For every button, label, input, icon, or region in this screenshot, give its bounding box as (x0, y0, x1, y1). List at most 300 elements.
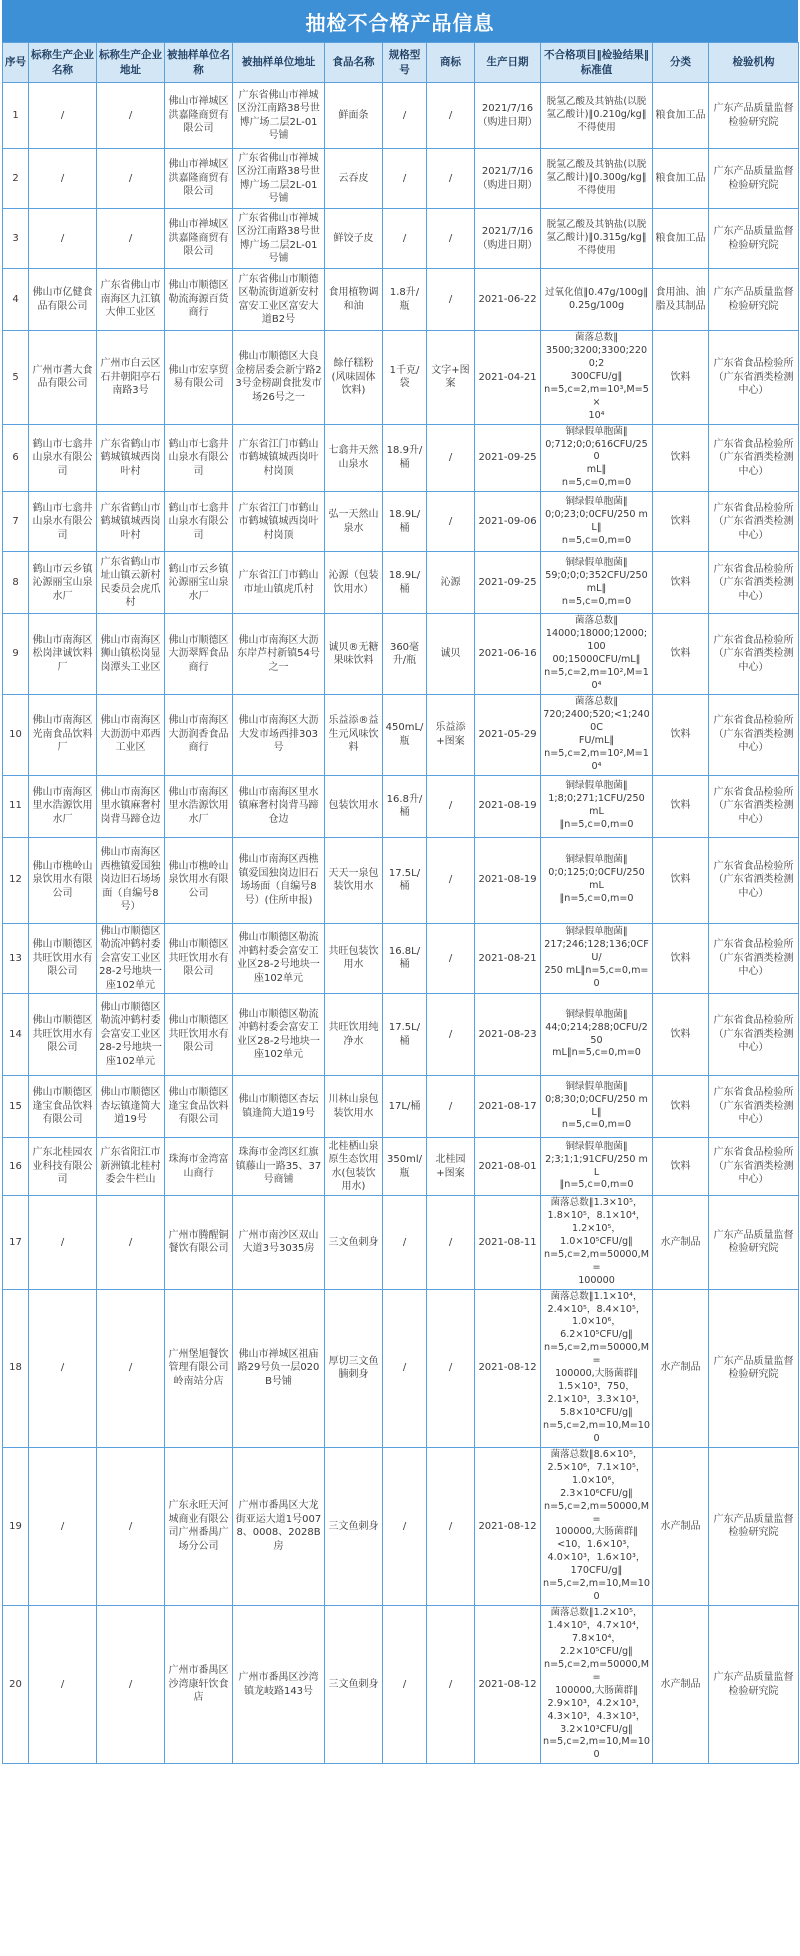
cell-brand: / (427, 923, 475, 994)
cell-manufacturer-address: / (97, 149, 165, 209)
cell-brand: / (427, 83, 475, 149)
result-line: 0;0;23;0;0CFU/250 mL‖ (545, 508, 648, 533)
cell-row-number: 10 (3, 694, 29, 775)
result-line: 铜绿假单胞菌‖ (565, 854, 628, 866)
cell-sampled-unit-address: 广东省佛山市顺德区勒流街道新安村富安工业区富安大道B2号 (233, 269, 325, 331)
cell-category: 粮食加工品 (653, 83, 709, 149)
cell-brand: / (427, 1196, 475, 1290)
cell-testing-lab: 广东产品质量监督检验研究院 (709, 1196, 799, 1290)
result-line: 铜绿假单胞菌‖ (565, 1140, 628, 1152)
result-line: 3500;3200;3300;2200;2 (545, 344, 648, 369)
cell-sampled-unit-name: 广州市腾醒铜餐饮有限公司 (165, 1196, 233, 1290)
cell-spec: 450mL/瓶 (383, 694, 427, 775)
result-line: 铜绿假单胞菌‖ (565, 556, 628, 568)
result-line: 2.1×10³，3.3×10³， (547, 1394, 646, 1406)
cell-sampled-unit-address: 珠海市金湾区红旗镇藤山一路35、37号商铺 (233, 1138, 325, 1196)
cell-sampled-unit-name: 佛山市禅城区洪嘉隆商贸有限公司 (165, 209, 233, 269)
cell-row-number: 20 (3, 1606, 29, 1764)
cell-production-date: 2021-08-12 (475, 1606, 541, 1764)
cell-manufacturer-address: / (97, 1606, 165, 1764)
cell-food-name: 共旺饮用纯净水 (325, 994, 383, 1076)
cell-production-date: 2021-08-11 (475, 1196, 541, 1290)
cell-food-name: 北桂栖山泉原生态饮用水(包装饮用水) (325, 1138, 383, 1196)
cell-sampled-unit-address: 广州市南沙区双山大道3号3035房 (233, 1196, 325, 1290)
cell-manufacturer-name: 佛山市樵岭山泉饮用水有限公司 (29, 837, 97, 923)
cell-category: 饮料 (653, 1138, 709, 1196)
cell-test-result (541, 331, 653, 425)
result-line: 菌落总数‖1.1×10⁴， (550, 1290, 643, 1302)
cell-category: 饮料 (653, 552, 709, 614)
cell-food-name: 鲜饺子皮 (325, 209, 383, 269)
cell-spec: 17L/桶 (383, 1076, 427, 1138)
cell-sampled-unit-address: 佛山市顺德区勒流冲鹤村委会富安工业区28-2号地块一座102单元 (233, 994, 325, 1076)
cell-brand: / (427, 209, 475, 269)
cell-sampled-unit-address: 广东省江门市鹤山市鹤城镇城西岗叶村岗顶 (233, 424, 325, 492)
cell-food-name: 共旺包装饮用水 (325, 923, 383, 994)
cell-testing-lab: 广东产品质量监督检验研究院 (709, 149, 799, 209)
cell-row-number: 14 (3, 994, 29, 1076)
page-title: 抽检不合格产品信息 (2, 0, 798, 42)
cell-production-date: 2021-08-01 (475, 1138, 541, 1196)
result-line: n=5,c=2,m=10²,M=10⁴ (544, 747, 649, 772)
result-line: 4.3×10³，4.3×10³， (547, 1710, 646, 1722)
table-row (3, 492, 799, 552)
cell-sampled-unit-address: 佛山市顺德区杏坛镇逢简大道19号 (233, 1076, 325, 1138)
result-line: n=5,c=2,m=50000,M= (544, 1248, 649, 1273)
table-row (3, 269, 799, 331)
cell-manufacturer-name: 佛山市亿健食品有限公司 (29, 269, 97, 331)
cell-brand: / (427, 1076, 475, 1138)
cell-sampled-unit-name: 佛山市顺德区勒流海源百货商行 (165, 269, 233, 331)
result-line: 菌落总数‖ (574, 695, 619, 707)
table-header-row (3, 43, 799, 83)
cell-food-name: 天天一泉包装饮用水 (325, 837, 383, 923)
cell-manufacturer-name: 佛山市南海区光南食品饮料厂 (29, 694, 97, 775)
cell-test-result (541, 1196, 653, 1290)
result-line: 铜绿假单胞菌‖ (565, 780, 628, 792)
cell-sampled-unit-address: 佛山市南海区西樵镇爱国独岗边旧石场场面（自编号8号）(住所申报) (233, 837, 325, 923)
cell-food-name: 七翕井天然山泉水 (325, 424, 383, 492)
table-row (3, 552, 799, 614)
cell-row-number: 7 (3, 492, 29, 552)
result-line: n=5,c=2,m=10,M=100 (543, 1578, 650, 1603)
cell-spec: 17.5L/桶 (383, 837, 427, 923)
cell-sampled-unit-name: 佛山市南海区里水浩源饮用水厂 (165, 775, 233, 837)
table-row (3, 837, 799, 923)
cell-sampled-unit-name: 佛山市宏享贸易有限公司 (165, 331, 233, 425)
cell-testing-lab: 广东省食品检验所（广东省酒类检测中心） (709, 552, 799, 614)
cell-test-result (541, 1606, 653, 1764)
cell-test-result (541, 552, 653, 614)
column-header-food-name: 食品名称 (325, 43, 383, 83)
cell-production-date: 2021-08-21 (475, 923, 541, 994)
column-header-brand: 商标 (427, 43, 475, 83)
cell-test-result (541, 694, 653, 775)
cell-manufacturer-address: 广东省鹤山市鹤城镇城西岗叶村 (97, 492, 165, 552)
result-line: n=5,c=0,m=0 (561, 595, 632, 607)
cell-row-number: 18 (3, 1289, 29, 1447)
table-row (3, 1138, 799, 1196)
result-line: 1;8;0;271;1CFU/250 mL (548, 793, 645, 817)
cell-row-number: 8 (3, 552, 29, 614)
table-row (3, 994, 799, 1076)
cell-category: 水产制品 (653, 1606, 709, 1764)
cell-manufacturer-address: 佛山市顺德区勒流冲鹤村委会富安工业区28-2号地块一座102单元 (97, 923, 165, 994)
cell-manufacturer-name: / (29, 83, 97, 149)
cell-food-name: 云吞皮 (325, 149, 383, 209)
cell-spec: / (383, 1606, 427, 1764)
result-line: 铜绿假单胞菌‖ (565, 495, 628, 507)
cell-spec: 18.9L/桶 (383, 492, 427, 552)
result-line: 3.2×10³CFU/g‖ (560, 1723, 633, 1735)
result-line: 1.0×10⁵CFU/g‖ (560, 1235, 633, 1247)
result-line: 2.9×10³，4.2×10³， (547, 1697, 646, 1709)
cell-manufacturer-name: 鹤山市云乡镇沁源丽宝山泉水厂 (29, 552, 97, 614)
cell-brand: / (427, 492, 475, 552)
cell-brand: / (427, 837, 475, 923)
cell-testing-lab: 广东省食品检验所（广东省酒类检测中心） (709, 694, 799, 775)
result-line: 44;0;214;288;0CFU/250 (545, 1021, 648, 1046)
result-line: mL‖n=5,c=0,m=0 (552, 1047, 641, 1059)
table-row (3, 1289, 799, 1447)
cell-food-name: 三文鱼刺身 (325, 1606, 383, 1764)
cell-sampled-unit-name: 广东永旺天河城商业有限公司广州番禺广场分公司 (165, 1447, 233, 1605)
result-line: ‖n=5,c=0,m=0 (559, 892, 634, 904)
cell-test-result (541, 149, 653, 209)
result-line: 170CFU/g‖ (570, 1565, 623, 1577)
cell-category: 饮料 (653, 837, 709, 923)
column-header-spec: 规格型号 (383, 43, 427, 83)
cell-production-date: 2021-04-21 (475, 331, 541, 425)
cell-testing-lab: 广东产品质量监督检验研究院 (709, 1447, 799, 1605)
result-line: 5.8×10³CFU/g‖ (560, 1407, 633, 1418)
cell-category: 水产制品 (653, 1196, 709, 1290)
column-header-test-result: 不合格项目‖检验结果‖标准值 (541, 43, 653, 83)
cell-food-name: 川林山泉包装饮用水 (325, 1076, 383, 1138)
cell-sampled-unit-address: 佛山市南海区大沥东岸芦村新镇54号之一 (233, 614, 325, 695)
cell-manufacturer-address: / (97, 83, 165, 149)
cell-manufacturer-address: 佛山市南海区里水镇麻奢村岗背马蹄仓边 (97, 775, 165, 837)
cell-sampled-unit-address: 佛山市顺德区大良金榜居委会新宁路23号金榜副食批发市场26号之一 (233, 331, 325, 425)
result-line: 1.4×10⁵，4.7×10⁴， (547, 1620, 646, 1631)
cell-manufacturer-name: 鹤山市七翕井山泉水有限公司 (29, 492, 97, 552)
cell-brand: / (427, 994, 475, 1076)
cell-sampled-unit-name: 佛山市樵岭山泉饮用水有限公司 (165, 837, 233, 923)
result-line: 0;8;30;0;0CFU/250 mL‖ (545, 1093, 648, 1118)
cell-manufacturer-name: / (29, 1196, 97, 1290)
cell-category: 饮料 (653, 424, 709, 492)
cell-manufacturer-name: / (29, 1289, 97, 1447)
cell-manufacturer-name: 鹤山市七翕井山泉水有限公司 (29, 424, 97, 492)
cell-production-date: 2021-08-23 (475, 994, 541, 1076)
table-row (3, 614, 799, 695)
cell-manufacturer-address: 广东省鹤山市址山镇云新村民委员会虎爪村 (97, 552, 165, 614)
cell-spec: 360毫升/瓶 (383, 614, 427, 695)
result-line: 菌落总数‖1.3×10⁵， (550, 1197, 643, 1208)
result-line: n=5,c=2,m=50000,M= (544, 1658, 649, 1683)
result-line: n=5,c=2,m=10,M=100 (543, 1419, 650, 1444)
cell-testing-lab: 广东省食品检验所（广东省酒类检测中心） (709, 994, 799, 1076)
result-line: 铜绿假单胞菌‖ (565, 925, 628, 937)
result-line: 4.0×10³，1.6×10³， (547, 1552, 646, 1564)
cell-sampled-unit-address: 广东省江门市鹤山市鹤城镇城西岗叶村岗顶 (233, 492, 325, 552)
cell-test-result (541, 923, 653, 994)
result-line: 00;15000CFU/mL‖ (552, 654, 641, 666)
cell-category: 饮料 (653, 923, 709, 994)
result-line: 菌落总数‖ (574, 615, 619, 627)
result-line: 1.0×10⁶， (572, 1474, 621, 1486)
cell-sampled-unit-address: 广东省江门市鹤山市址山镇虎爪村 (233, 552, 325, 614)
result-line: <10，1.6×10³， (557, 1539, 636, 1551)
table-row (3, 331, 799, 425)
cell-row-number: 2 (3, 149, 29, 209)
table-row (3, 83, 799, 149)
cell-test-result (541, 837, 653, 923)
result-line: 铜绿假单胞菌‖ (565, 1080, 628, 1092)
cell-spec: 1千克/袋 (383, 331, 427, 425)
result-line: 铜绿假单胞菌‖ (565, 1008, 628, 1020)
cell-category: 饮料 (653, 492, 709, 552)
cell-testing-lab: 广东产品质量监督检验研究院 (709, 1289, 799, 1447)
cell-sampled-unit-address: 佛山市顺德区勒流冲鹤村委会富安工业区28-2号地块一座102单元 (233, 923, 325, 994)
cell-testing-lab: 广东省食品检验所（广东省酒类检测中心） (709, 837, 799, 923)
result-line: ‖n=5,c=0,m=0 (559, 1179, 634, 1191)
cell-manufacturer-address: 佛山市顺德区勒流冲鹤村委会富安工业区28-2号地块一座102单元 (97, 994, 165, 1076)
result-line: 0;712;0;0;616CFU/250 (545, 438, 648, 463)
cell-sampled-unit-address: 佛山市禅城区祖庙路29号负一层020B号铺 (233, 1289, 325, 1447)
cell-food-name: 包装饮用水 (325, 775, 383, 837)
cell-row-number: 4 (3, 269, 29, 331)
cell-sampled-unit-name: 佛山市禅城区洪嘉隆商贸有限公司 (165, 83, 233, 149)
cell-test-result (541, 269, 653, 331)
cell-row-number: 6 (3, 424, 29, 492)
result-line: 2.4×10⁵，8.4×10⁵， (547, 1303, 646, 1315)
cell-row-number: 19 (3, 1447, 29, 1605)
result-line: 脱氢乙酸及其钠盐(以脱氢乙酸计)‖0.315g/kg‖不得使用 (546, 219, 647, 256)
cell-brand: / (427, 149, 475, 209)
cell-spec: 350ml/瓶 (383, 1138, 427, 1196)
table-row (3, 209, 799, 269)
result-line: n=5,c=2,m=10³,M=5× (544, 383, 649, 408)
result-line: 铜绿假单胞菌‖ (565, 425, 628, 437)
cell-test-result (541, 1447, 653, 1605)
cell-category: 粮食加工品 (653, 209, 709, 269)
cell-spec: / (383, 83, 427, 149)
result-line: 1.0×10⁶， (572, 1316, 621, 1328)
column-header-manufacturer-address: 标称生产企业地址 (97, 43, 165, 83)
cell-testing-lab: 广东省食品检验所（广东省酒类检测中心） (709, 331, 799, 425)
cell-sampled-unit-address: 广东省佛山市禅城区汾江南路38号世博广场二层2L-01号铺 (233, 149, 325, 209)
table-row (3, 1447, 799, 1605)
table-row (3, 424, 799, 492)
cell-category: 饮料 (653, 994, 709, 1076)
result-line: n=5,c=0,m=0 (561, 477, 632, 489)
result-line: 0;0;125;0;0CFU/250 mL (548, 867, 645, 891)
cell-row-number: 15 (3, 1076, 29, 1138)
cell-testing-lab: 广东省食品检验所（广东省酒类检测中心） (709, 614, 799, 695)
cell-row-number: 1 (3, 83, 29, 149)
cell-testing-lab: 广东产品质量监督检验研究院 (709, 1606, 799, 1764)
cell-category: 饮料 (653, 331, 709, 425)
column-header-row-number: 序号 (3, 43, 29, 83)
result-line: 2.5×10⁶，7.1×10⁵， (547, 1461, 646, 1473)
cell-category: 饮料 (653, 614, 709, 695)
cell-brand: 诚贝 (427, 614, 475, 695)
cell-test-result (541, 614, 653, 695)
table-row (3, 149, 799, 209)
cell-sampled-unit-name: 珠海市金湾富山商行 (165, 1138, 233, 1196)
result-line: 脱氢乙酸及其钠盐(以脱氢乙酸计)‖0.300g/kg‖不得使用 (546, 159, 647, 196)
cell-sampled-unit-address: 广州市番禺区沙湾镇龙岐路143号 (233, 1606, 325, 1764)
cell-test-result (541, 1289, 653, 1447)
cell-testing-lab: 广东产品质量监督检验研究院 (709, 209, 799, 269)
cell-row-number: 9 (3, 614, 29, 695)
result-line: 1.8×10⁵，8.1×10⁴， (547, 1209, 646, 1221)
cell-manufacturer-name: 广东北桂园农业科技有限公司 (29, 1138, 97, 1196)
cell-sampled-unit-name: 佛山市顺德区共旺饮用水有限公司 (165, 994, 233, 1076)
cell-manufacturer-name: 佛山市南海区松岗津诚饮料厂 (29, 614, 97, 695)
result-line: 脱氢乙酸及其钠盐(以脱氢乙酸计)‖0.210g/kg‖不得使用 (546, 96, 647, 133)
cell-spec: / (383, 149, 427, 209)
result-line: 7.8×10⁴， (572, 1632, 621, 1644)
cell-test-result (541, 492, 653, 552)
column-header-sampled-unit-address: 被抽样单位地址 (233, 43, 325, 83)
result-line: 2.3×10⁶CFU/g‖ (560, 1487, 633, 1499)
table-row (3, 1606, 799, 1764)
cell-production-date: 2021-05-29 (475, 694, 541, 775)
cell-food-name: 三文鱼刺身 (325, 1196, 383, 1290)
result-line: 217;246;128;136;0CFU/ (544, 938, 649, 963)
result-line: 菌落总数‖8.6×10⁵， (550, 1448, 643, 1460)
cell-manufacturer-address: 广东省鹤山市鹤城镇城西岗叶村 (97, 424, 165, 492)
result-line: 6.2×10⁵CFU/g‖ (560, 1329, 633, 1341)
cell-sampled-unit-address: 广东省佛山市禅城区汾江南路38号世博广场二层2L-01号铺 (233, 209, 325, 269)
cell-manufacturer-name: 佛山市顺德区逢宝食品饮料有限公司 (29, 1076, 97, 1138)
cell-sampled-unit-address: 广东省佛山市禅城区汾江南路38号世博广场二层2L-01号铺 (233, 83, 325, 149)
cell-brand: / (427, 775, 475, 837)
cell-food-name: 鲜面条 (325, 83, 383, 149)
cell-sampled-unit-address: 佛山市南海区大沥大发市场西排303号 (233, 694, 325, 775)
cell-brand: / (427, 1447, 475, 1605)
result-line: 1.5×10³，750， (558, 1381, 635, 1393)
result-line: 300CFU/g‖ (570, 370, 623, 382)
cell-row-number: 13 (3, 923, 29, 994)
result-line: 过氧化值‖0.47g/100g‖0.25g/100g (544, 286, 649, 311)
cell-sampled-unit-name: 广州堡旭餐饮管理有限公司岭南站分店 (165, 1289, 233, 1447)
cell-spec: 17.5L/桶 (383, 994, 427, 1076)
cell-test-result (541, 424, 653, 492)
result-line: ‖n=5,c=0,m=0 (559, 818, 634, 830)
cell-row-number: 17 (3, 1196, 29, 1290)
cell-production-date: 2021-09-25 (475, 424, 541, 492)
cell-sampled-unit-name: 佛山市顺德区大沥翠辉食品商行 (165, 614, 233, 695)
table-row (3, 923, 799, 994)
cell-production-date: 2021-09-06 (475, 492, 541, 552)
cell-manufacturer-name: / (29, 149, 97, 209)
cell-brand: / (427, 1289, 475, 1447)
table-row (3, 694, 799, 775)
result-line: 1.2×10⁵， (572, 1222, 621, 1234)
cell-test-result (541, 994, 653, 1076)
result-line: FU/mL‖ (578, 734, 615, 746)
cell-manufacturer-name: 广州市耆大食品有限公司 (29, 331, 97, 425)
cell-spec: 1.8升/瓶 (383, 269, 427, 331)
cell-production-date: 2021-08-19 (475, 775, 541, 837)
cell-row-number: 16 (3, 1138, 29, 1196)
cell-sampled-unit-name: 鹤山市七翕井山泉水有限公司 (165, 492, 233, 552)
cell-spec: / (383, 1196, 427, 1290)
column-header-manufacturer-name: 标称生产企业名称 (29, 43, 97, 83)
cell-category: 饮料 (653, 694, 709, 775)
result-line: n=5,c=2,m=10,M=100 (543, 1736, 650, 1761)
cell-testing-lab: 广东省食品检验所（广东省酒类检测中心） (709, 424, 799, 492)
cell-category: 饮料 (653, 775, 709, 837)
cell-category: 粮食加工品 (653, 149, 709, 209)
cell-manufacturer-name: 佛山市顺德区共旺饮用水有限公司 (29, 994, 97, 1076)
cell-manufacturer-address: / (97, 1289, 165, 1447)
cell-sampled-unit-name: 鹤山市七翕井山泉水有限公司 (165, 424, 233, 492)
cell-manufacturer-address: / (97, 209, 165, 269)
cell-spec: 18.9L/桶 (383, 552, 427, 614)
cell-manufacturer-address: 佛山市南海区狮山镇松岗显岗潭头工业区 (97, 614, 165, 695)
result-line: n=5,c=2,m=50000,M= (544, 1500, 649, 1525)
cell-sampled-unit-address: 广州市番禺区大龙街亚运大道1号0078、0008、2028B房 (233, 1447, 325, 1605)
cell-testing-lab: 广东省食品检验所（广东省酒类检测中心） (709, 923, 799, 994)
cell-brand: 文字+图案 (427, 331, 475, 425)
cell-production-date: 2021-06-22 (475, 269, 541, 331)
result-line: 100000 (578, 1274, 615, 1286)
cell-test-result (541, 83, 653, 149)
cell-manufacturer-address: / (97, 1196, 165, 1290)
column-header-category: 分类 (653, 43, 709, 83)
table-body (3, 83, 799, 1764)
cell-sampled-unit-name: 佛山市南海区大沥润香食品商行 (165, 694, 233, 775)
cell-manufacturer-name: / (29, 1606, 97, 1764)
cell-manufacturer-name: / (29, 1447, 97, 1605)
table-row (3, 1076, 799, 1138)
cell-testing-lab: 广东产品质量监督检验研究院 (709, 83, 799, 149)
column-header-sampled-unit-name: 被抽样单位名称 (165, 43, 233, 83)
cell-row-number: 12 (3, 837, 29, 923)
cell-food-name: 厚切三文鱼腩刺身 (325, 1289, 383, 1447)
cell-brand: / (427, 1606, 475, 1764)
result-line: 59;0;0;0;352CFU/250 mL‖ (545, 569, 648, 594)
cell-brand: / (427, 424, 475, 492)
result-line: 2;3;1;1;91CFU/250 mL (545, 1153, 648, 1178)
result-line: 100000,大肠菌群‖ (555, 1526, 638, 1538)
cell-sampled-unit-name: 广州市番禺区沙湾康轩饮食店 (165, 1606, 233, 1764)
result-line: 720;2400;520;<1;2400C (543, 708, 650, 733)
cell-test-result (541, 775, 653, 837)
cell-production-date: 2021-09-25 (475, 552, 541, 614)
cell-spec: / (383, 1447, 427, 1605)
result-line: 菌落总数‖1.2×10⁵， (550, 1607, 643, 1619)
result-line: mL‖ (586, 464, 607, 476)
cell-production-date: 2021-08-19 (475, 837, 541, 923)
cell-category: 饮料 (653, 1076, 709, 1138)
cell-sampled-unit-name: 鹤山市云乡镇沁源丽宝山泉水厂 (165, 552, 233, 614)
cell-testing-lab: 广东省食品检验所（广东省酒类检测中心） (709, 1138, 799, 1196)
cell-spec: 18.9升/桶 (383, 424, 427, 492)
cell-manufacturer-address: 佛山市顺德区杏坛镇逢简大道19号 (97, 1076, 165, 1138)
cell-brand: 乐益添+图案 (427, 694, 475, 775)
cell-test-result (541, 209, 653, 269)
column-header-production-date: 生产日期 (475, 43, 541, 83)
cell-production-date: 2021-06-16 (475, 614, 541, 695)
result-line: n=5,c=2,m=50000,M= (544, 1342, 649, 1367)
cell-production-date: 2021/7/16（购进日期） (475, 149, 541, 209)
cell-food-name: 三文鱼刺身 (325, 1447, 383, 1605)
